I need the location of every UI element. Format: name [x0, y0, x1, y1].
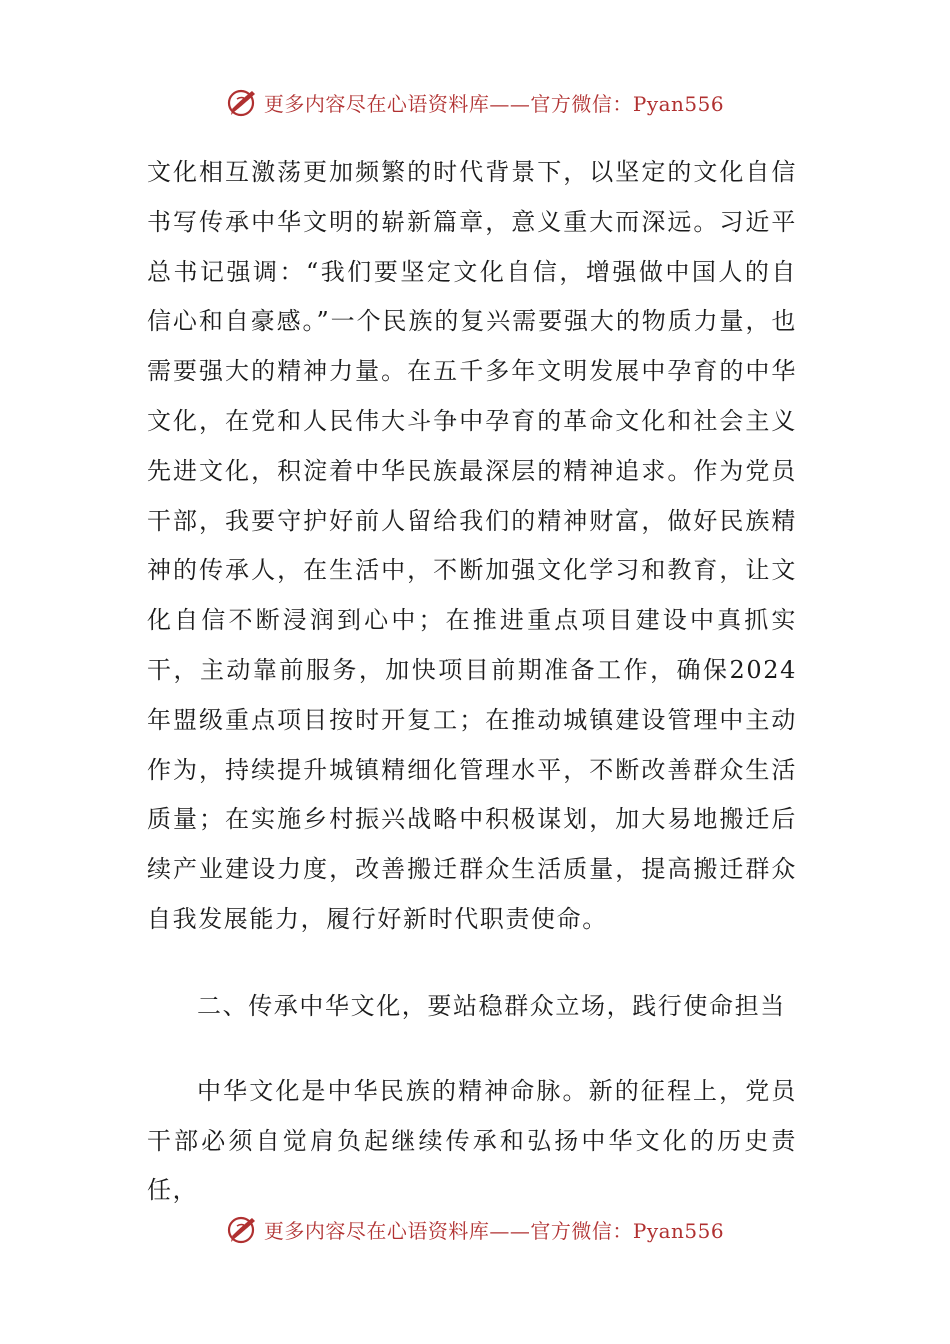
footer-banner: [0, 1209, 950, 1249]
section-heading-2: 二、传承中华文化，要站稳群众立场，践行使命担当: [197, 991, 786, 1020]
body-paragraph-2: 中华文化是中华民族的精神命脉。新的征程上，党员干部必须自觉肩负起继续传承和弘扬中华文化的历史责任，: [147, 1076, 797, 1205]
pen-logo-icon: [226, 85, 260, 119]
header-banner-text: 更多内容尽在心语资料库——官方微信：Pyan556: [263, 91, 725, 116]
document-body: [147, 148, 797, 1216]
pen-logo-icon: [226, 1212, 260, 1246]
body-paragraph-1: 文化相互激荡更加频繁的时代背景下，以坚定的文化自信书写传承中华文明的崭新篇章，意义重大而深远。习近平总书记强调：“我们要坚定文化自信，增强做中国人的自信心和自豪感。”一个民族的复兴需要强大的物质力量，也需要强大的精神力量。在五千多年文明发展中孕育的中华文化，在党和人民伟大斗争中孕育的革命文化和社会主义先进文化，积淀着中华民族最深层的精神追求。作为党员干部，我要守护好前人留给我们的精神财富，做好民族精神的传承人，在生活中，不断加强文化学习和教育，让文化自信不断浸润到心中；在推进重点项目建设中真抓实干，主动靠前服务，加快项目前期准备工作，确保2024年盟级重点项目按时开复工；在推动城镇建设管理中主动作为，持续提升城镇精细化管理水平，不断改善群众生活质量；在实施乡村振兴战略中积极谋划，加大易地搬迁后续产业建设力度，改善搬迁群众生活质量，提高搬迁群众自我发展能力，履行好新时代职责使命。: [147, 158, 797, 933]
header-banner: [0, 82, 950, 122]
footer-banner-text: 更多内容尽在心语资料库——官方微信：Pyan556: [263, 1218, 725, 1243]
